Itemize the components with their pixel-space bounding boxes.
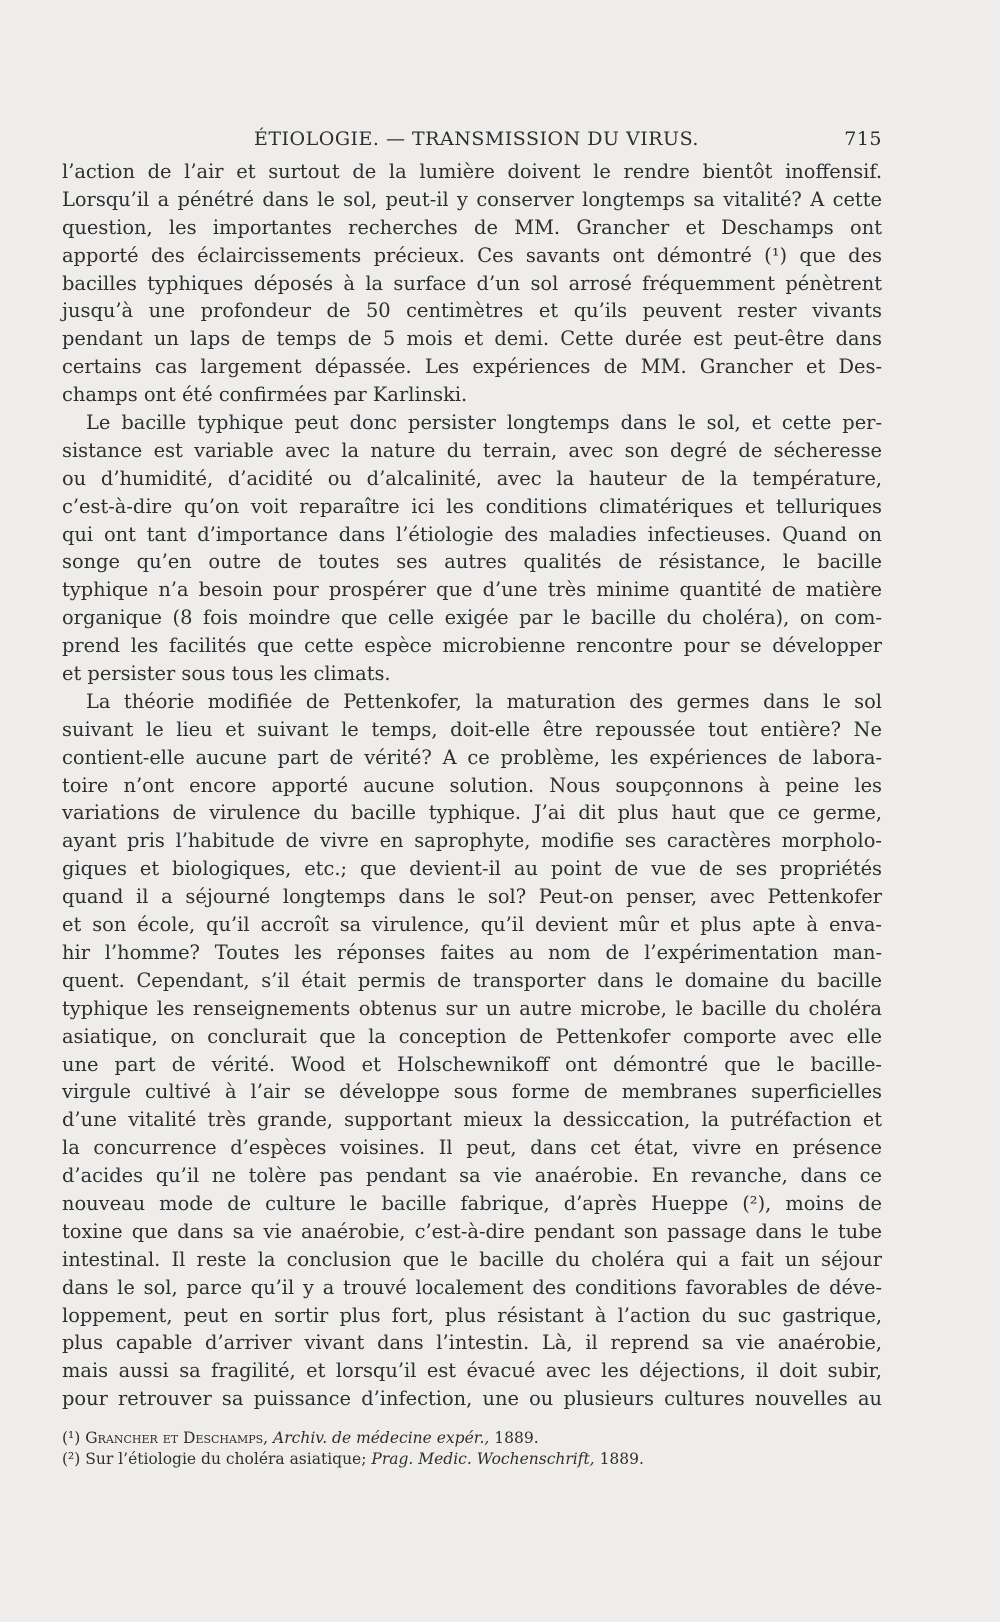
text-line: question, les importantes recherches de MM. Grancher et Deschamps ont: [62, 215, 882, 239]
text-line: jusqu’à une profondeur de 50 centimètres et qu’ils peuvent rester vivants: [62, 299, 882, 323]
text-line: organique (8 fois moindre que celle exigée par le bacille du choléra), on com-: [62, 606, 882, 630]
text-line: toire n’ont encore apporté aucune solution. Nous soupçonnons à peine les: [62, 773, 882, 797]
text-line: la concurrence d’espèces voisines. Il peut, dans cet état, vivre en présence: [62, 1136, 882, 1160]
footnote-marker: (¹): [62, 1429, 81, 1447]
text-line: mais aussi sa fragilité, et lorsqu’il est évacué avec les déjections, il doit subir,: [62, 1359, 882, 1383]
text-line: dans le sol, parce qu’il y a trouvé localement des conditions favorables de déve-: [62, 1275, 882, 1299]
text-line: prend les facilités que cette espèce microbienne rencontre pour se développer: [62, 634, 882, 658]
text-line: asiatique, on conclurait que la conception de Pettenkofer comporte avec elle: [62, 1024, 882, 1048]
text-line: qui ont tant d’importance dans l’étiologie des maladies infectieuses. Quand on: [62, 522, 882, 546]
text-line: apporté des éclaircissements précieux. Ces savants ont démontré (¹) que des: [62, 243, 882, 267]
footnotes: [62, 1428, 882, 1470]
text-line: suivant le lieu et suivant le temps, doit-elle être repoussée tout entière? Ne: [62, 717, 882, 741]
text-line: loppement, peut en sortir plus fort, plus résistant à l’action du suc gastrique,: [62, 1303, 882, 1327]
text-line: songe qu’en outre de toutes ses autres qualités de résistance, le bacille: [62, 550, 882, 574]
footnote-marker: (²): [62, 1450, 81, 1468]
text-line: une part de vérité. Wood et Holschewnikoff ont démontré que le bacille-: [62, 1052, 882, 1076]
text-line: La théorie modifiée de Pettenkofer, la maturation des germes dans le sol: [86, 689, 882, 713]
text-line: d’une vitalité très grande, supportant mieux la dessiccation, la putréfaction et: [62, 1108, 882, 1132]
text-line: contient-elle aucune part de vérité? A ce problème, les expériences de labora-: [62, 745, 882, 769]
text-line: Le bacille typhique peut donc persister longtemps dans le sol, et cette per-: [86, 411, 882, 435]
footnote-text: Sur l’étiologie du choléra asiatique;: [85, 1450, 367, 1468]
text-line: typhique n’a besoin pour prospérer que d’une très minime quantité de matière: [62, 578, 882, 602]
text-line: plus capable d’arriver vivant dans l’intestin. Là, il reprend sa vie anaérobie,: [62, 1331, 882, 1355]
text-line: giques et biologiques, etc.; que devient-il au point de vue de ses propriétés: [62, 857, 882, 881]
footnote-authors: Grancher et Deschamps,: [85, 1429, 269, 1447]
text-line: hir l’homme? Toutes les réponses faites au nom de l’expérimentation man-: [62, 940, 882, 964]
body-text: [62, 158, 882, 1413]
running-title: ÉTIOLOGIE. — TRANSMISSION DU VIRUS.: [254, 128, 699, 150]
text-line: et persister sous tous les climats.: [62, 662, 391, 686]
text-line: pour retrouver sa puissance d’infection, une ou plusieurs cultures nouvelles au: [62, 1387, 882, 1411]
text-line: pendant un laps de temps de 5 mois et demi. Cette durée est peut-être dans: [62, 327, 882, 351]
footnote-year: 1889.: [494, 1429, 539, 1447]
text-line: et son école, qu’il accroît sa virulence, qu’il devient mûr et plus apte à enva-: [62, 913, 882, 937]
text-line: nouveau mode de culture le bacille fabrique, d’après Hueppe (²), moins de: [62, 1191, 882, 1215]
text-line: champs ont été confirmées par Karlinski.: [62, 383, 468, 407]
text-line: intestinal. Il reste la conclusion que le bacille du choléra qui a fait un séjour: [62, 1247, 882, 1271]
text-line: bacilles typhiques déposés à la surface d’un sol arrosé fréquemment pénètrent: [62, 271, 882, 295]
footnote-2: [62, 1449, 882, 1470]
text-line: quent. Cependant, s’il était permis de transporter dans le domaine du bacille: [62, 968, 882, 992]
page-number: 715: [844, 128, 882, 150]
text-line: quand il a séjourné longtemps dans le sol? Peut-on penser, avec Pettenkofer: [62, 885, 882, 909]
footnote-year: 1889.: [599, 1450, 644, 1468]
footnote-1: [62, 1428, 882, 1449]
text-line: variations de virulence du bacille typhique. J’ai dit plus haut que ce germe,: [62, 801, 882, 825]
text-line: c’est-à-dire qu’on voit reparaître ici les conditions climatériques et telluriques: [62, 494, 882, 518]
text-line: ayant pris l’habitude de vivre en saprophyte, modifie ses caractères morpholo-: [62, 829, 882, 853]
text-line: toxine que dans sa vie anaérobie, c’est-à-dire pendant son passage dans le tube: [62, 1219, 882, 1243]
footnote-journal: Archiv. de médecine expér.,: [273, 1429, 490, 1447]
footnote-journal: Prag. Medic. Wochenschrift,: [371, 1450, 595, 1468]
text-line: certains cas largement dépassée. Les expériences de MM. Grancher et Des-: [62, 355, 882, 379]
text-line: l’action de l’air et surtout de la lumière doivent le rendre bientôt inoffensif.: [62, 160, 882, 183]
text-line: typhique les renseignements obtenus sur un autre microbe, le bacille du choléra: [62, 996, 882, 1020]
text-line: ou d’humidité, d’acidité ou d’alcalinité, avec la hauteur de la température,: [62, 466, 882, 490]
text-line: d’acides qu’il ne tolère pas pendant sa vie anaérobie. En revanche, dans ce: [62, 1164, 882, 1188]
text-line: virgule cultivé à l’air se développe sous forme de membranes superficielles: [62, 1080, 882, 1104]
text-line: sistance est variable avec la nature du terrain, avec son degré de sécheresse: [62, 438, 882, 462]
text-line: Lorsqu’il a pénétré dans le sol, peut-il y conserver longtemps sa vitalité? A cette: [62, 187, 882, 211]
